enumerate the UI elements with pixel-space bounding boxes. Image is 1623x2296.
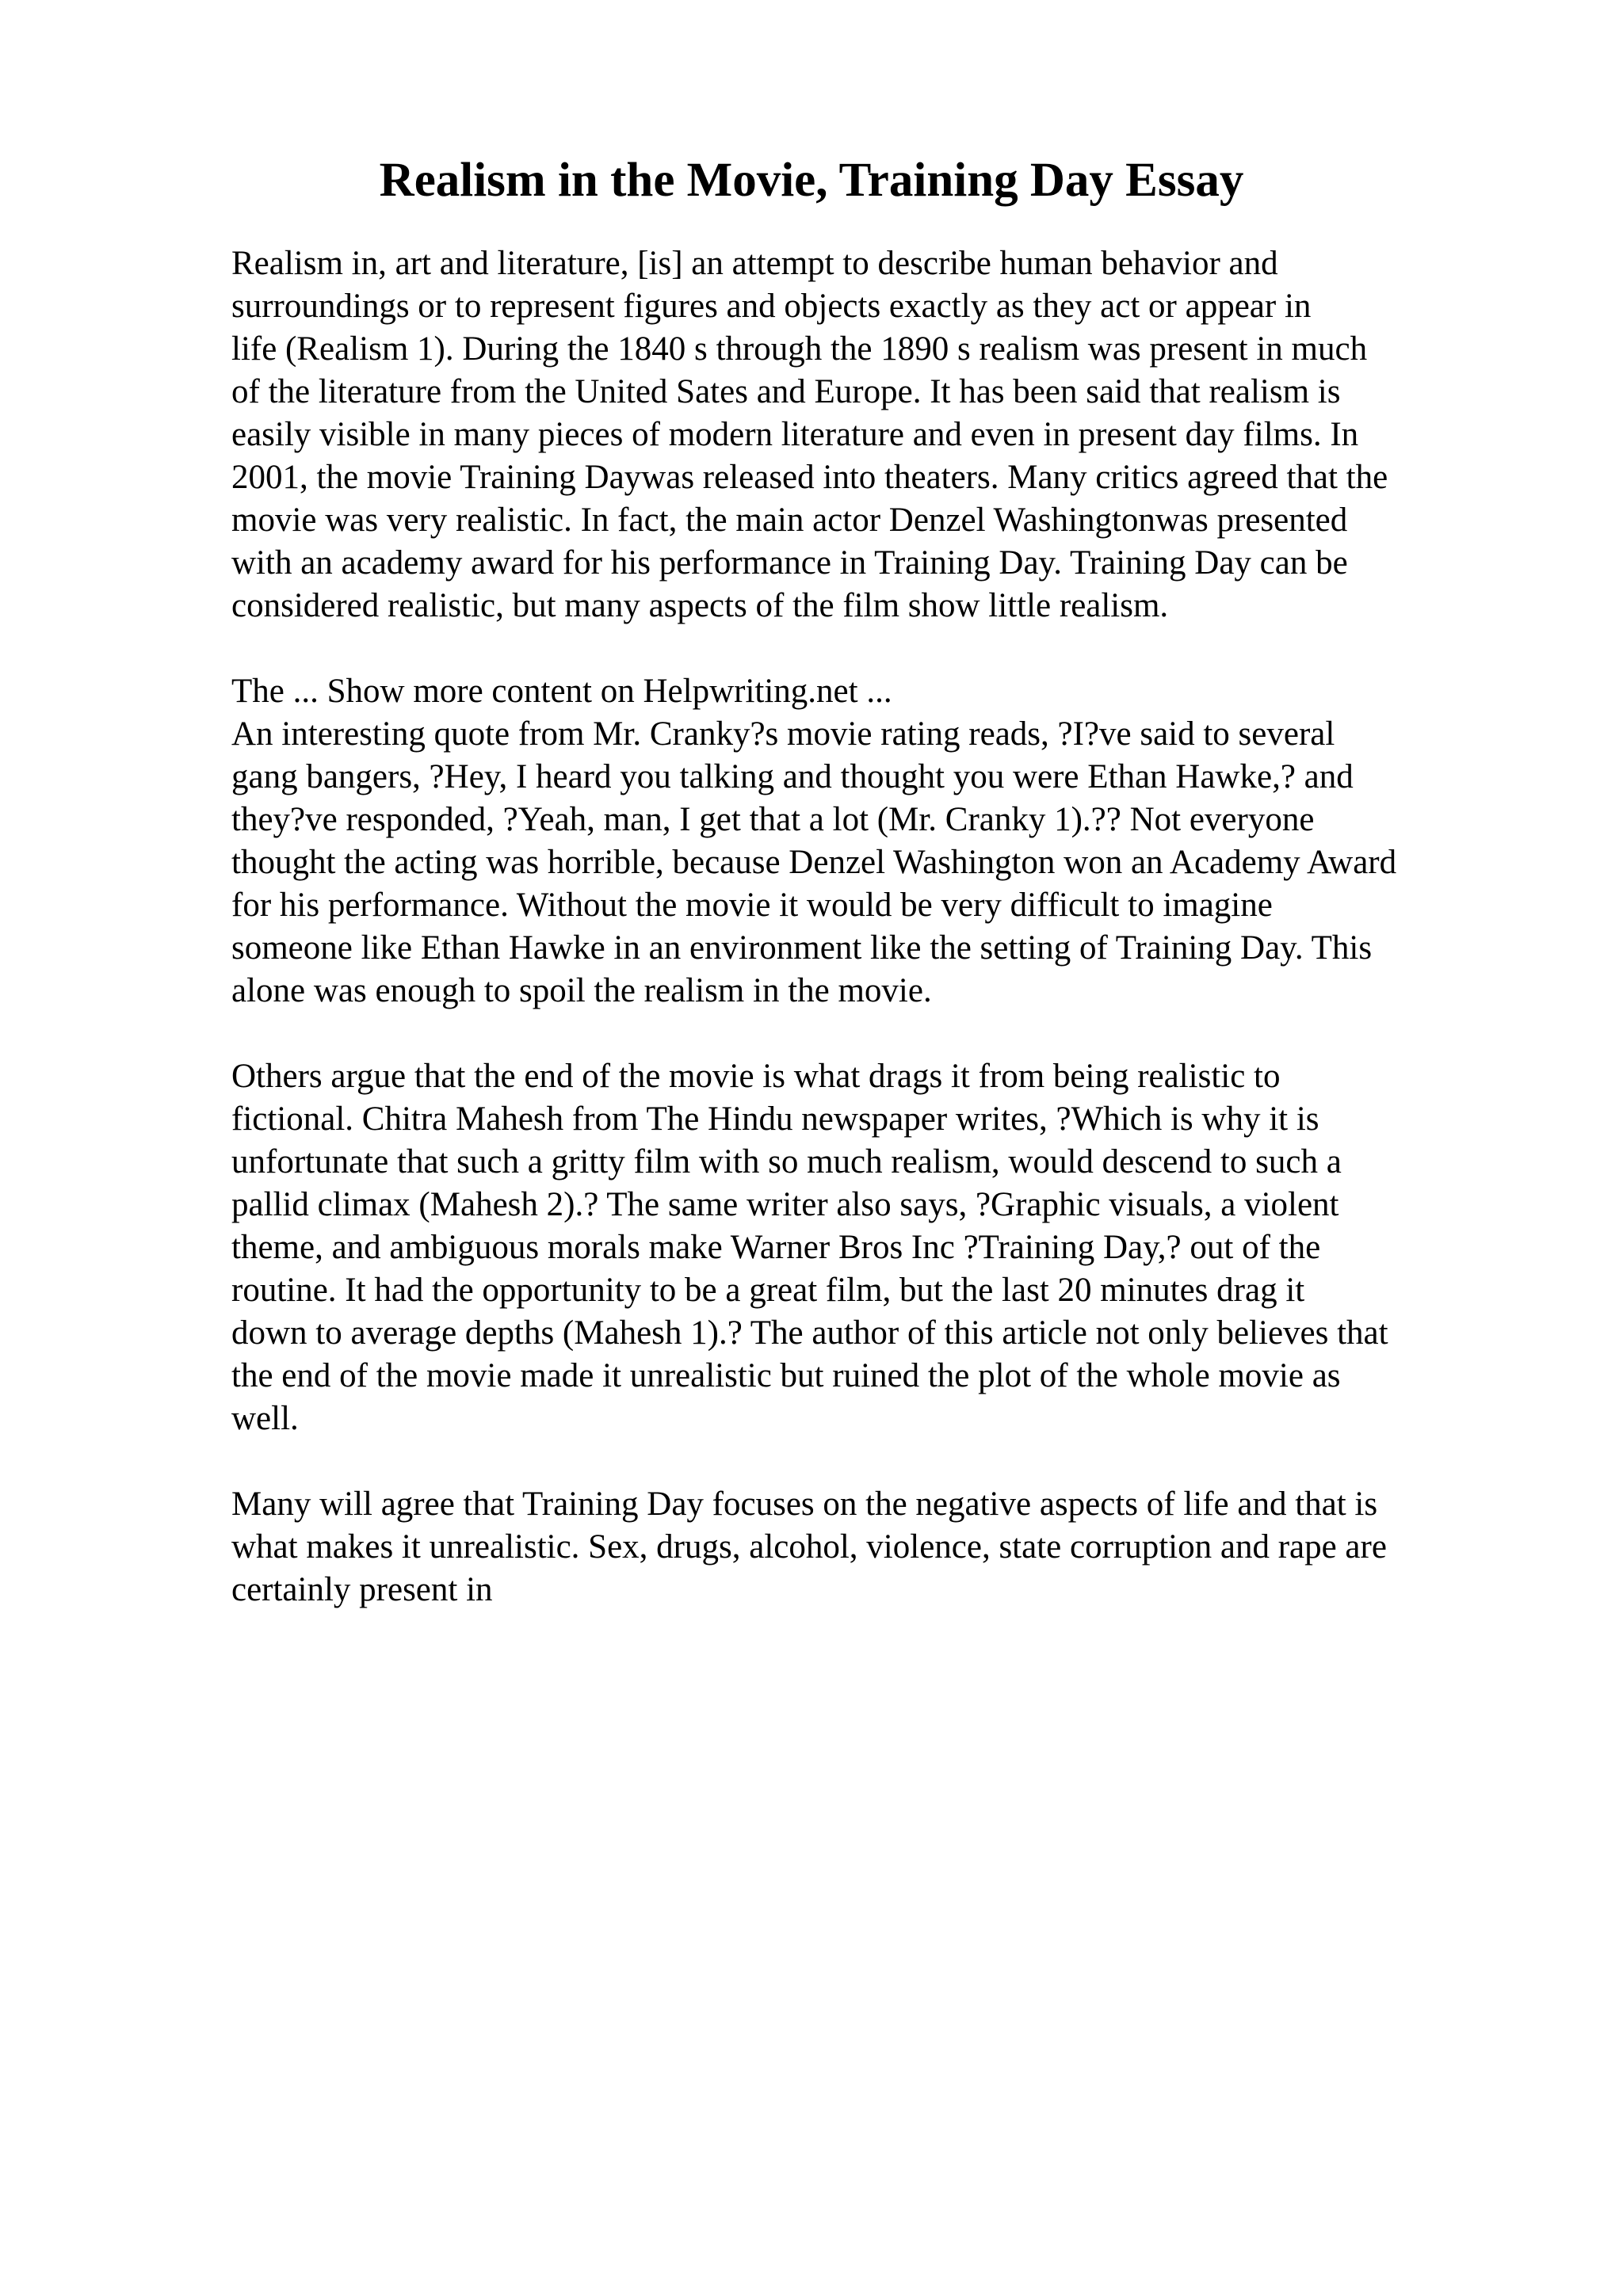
paragraph-line: movie was very realistic. In fact, the main actor Denzel Washingtonwas presented <box>231 502 1348 539</box>
paragraph-line: Realism in, art and literature, [is] an attempt to describe human behavior and <box>231 245 1278 282</box>
paragraph-line: surroundings or to represent figures and objects exactly as they act or appear in <box>231 288 1312 325</box>
paragraph-4 <box>231 1483 1515 1611</box>
paragraph-line: what makes it unrealistic. Sex, drugs, alcohol, violence, state corruption and rape are <box>231 1528 1387 1566</box>
paragraph-line: Others argue that the end of the movie is what drags it from being realistic to <box>231 1058 1281 1095</box>
paragraph-1 <box>231 242 1515 627</box>
paragraph-spacer <box>231 1440 1515 1483</box>
paragraph-line: easily visible in many pieces of modern literature and even in present day films. In <box>231 416 1359 453</box>
document-body <box>231 242 1515 1611</box>
paragraph-2 <box>231 670 1515 1013</box>
document-title: Realism in the Movie, Training Day Essay <box>379 154 1244 207</box>
paragraph-line: down to average depths (Mahesh 1).? The author of this article not only believes that <box>231 1314 1388 1352</box>
paragraph-line: considered realistic, but many aspects of the film show little realism. <box>231 587 1169 624</box>
paragraph-line: 2001, the movie Training Daywas released into theaters. Many critics agreed that the <box>231 459 1388 496</box>
paragraph-line: unfortunate that such a gritty film with so much realism, would descend to such a <box>231 1143 1342 1180</box>
paragraph-line: of the literature from the United Sates and Europe. It has been said that realism is <box>231 373 1341 410</box>
show-more-line: The ... Show more content on Helpwriting.net ... <box>231 673 892 710</box>
paragraph-line: well. <box>231 1400 299 1437</box>
paragraph-line: they?ve responded, ?Yeah, man, I get that a lot (Mr. Cranky 1).?? Not everyone <box>231 801 1315 838</box>
paragraph-spacer <box>231 627 1515 670</box>
paragraph-spacer <box>231 1013 1515 1055</box>
paragraph-line: certainly present in <box>231 1571 493 1608</box>
paragraph-line: the end of the movie made it unrealistic but ruined the plot of the whole movie as <box>231 1357 1341 1394</box>
paragraph-line: gang bangers, ?Hey, I heard you talking and thought you were Ethan Hawke,? and <box>231 758 1354 795</box>
paragraph-line: life (Realism 1). During the 1840 s through the 1890 s realism was present in much <box>231 330 1368 368</box>
paragraph-3 <box>231 1055 1515 1440</box>
paragraph-line: fictional. Chitra Mahesh from The Hindu newspaper writes, ?Which is why it is <box>231 1100 1319 1138</box>
paragraph-line: Many will agree that Training Day focuses on the negative aspects of life and that is <box>231 1486 1378 1523</box>
paragraph-line: routine. It had the opportunity to be a great film, but the last 20 minutes drag it <box>231 1272 1305 1309</box>
paragraph-line: thought the acting was horrible, because Denzel Washington won an Academy Award <box>231 844 1397 881</box>
paragraph-line: An interesting quote from Mr. Cranky?s movie rating reads, ?I?ve said to several <box>231 715 1335 753</box>
paragraph-line: with an academy award for his performance in Training Day. Training Day can be <box>231 544 1348 582</box>
paragraph-line: pallid climax (Mahesh 2).? The same writer also says, ?Graphic visuals, a violent <box>231 1186 1339 1223</box>
paragraph-line: alone was enough to spoil the realism in the movie. <box>231 972 932 1009</box>
paragraph-line: theme, and ambiguous morals make Warner Bros Inc ?Training Day,? out of the <box>231 1229 1321 1266</box>
paragraph-line: for his performance. Without the movie it would be very difficult to imagine <box>231 887 1273 924</box>
paragraph-line: someone like Ethan Hawke in an environment like the setting of Training Day. This <box>231 929 1373 967</box>
